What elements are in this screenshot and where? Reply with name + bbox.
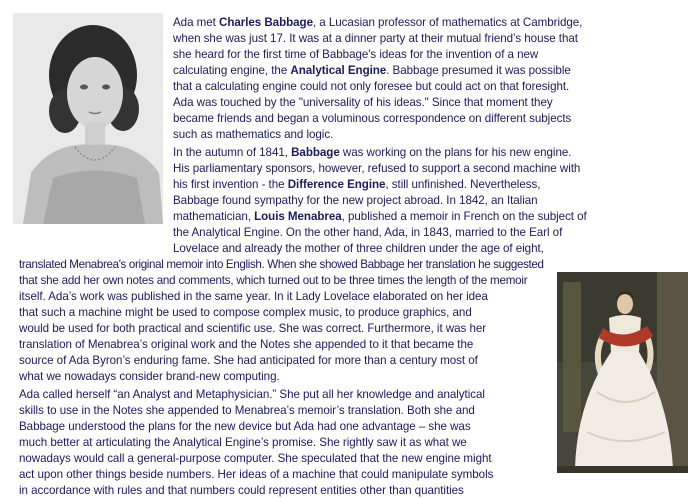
text-line [19,273,527,289]
text-segment: nowadays would call a general-purpose computer. She speculated that the new engine might [19,452,492,465]
text-segment: such as mathematics and logic. [173,128,334,141]
text-segment: that she add her own notes and comments, which turned out to be three times the length of the memoir [19,274,528,287]
text-segment: translation of Menabrea’s original work and the Notes she appended to it that became the [19,338,474,351]
text-segment: Lovelace and already the mother of three children under the age of eight, [173,242,544,255]
text-line [19,353,478,369]
text-segment: mathematician, [173,210,255,223]
text-segment: when she was just 17. It was at a dinner party at their mutual friend’s house that [173,32,578,45]
text-segment: in accordance with rules and that numbers could represent entities other than quantities [19,484,464,497]
text-line [19,435,467,451]
text-segment: what we nowadays consider brand-new computing. [19,370,280,383]
text-line [19,483,464,499]
text-segment: was working on the plans for his new engine. [339,146,572,159]
text-segment: , still unfinished. Nevertheless, [385,178,541,191]
text-line [173,161,580,177]
text-line [173,193,538,209]
text-segment: His parliamentary sponsors, however, refused to support a second machine with [173,162,581,175]
text-segment: that such a machine might be used to compose complex music, to produce graphics, and [19,306,472,319]
text-line [19,321,486,337]
text-line [173,63,571,79]
text-line [19,419,471,435]
text-line [19,387,485,403]
text-line [173,15,582,31]
text-segment: became friends and began a voluminous correspondence on different subjects [173,112,572,125]
text-line [19,451,492,467]
text-line [173,209,587,225]
text-line [173,127,333,143]
text-segment: Babbage understood the plans for the new device but Ada had one advantage – she was [19,420,471,433]
text-segment: she heard for the first time of Babbage's ideas for the invention of a new [173,48,539,61]
text-segment: itself. Ada’s work was published in the same year. In it Lady Lovelace elaborated on her idea [19,290,488,303]
text-segment: calculating engine, the [173,64,291,77]
text-line [19,337,473,353]
text-segment: source of Ada Byron’s enduring fame. She had anticipated for more than a century most of [19,354,478,367]
text-segment: translated Menabrea's original memoir into English. When she showed Babbage her translation he suggested [19,258,544,271]
text-line [173,79,569,95]
emphasized-term: Louis Menabrea [254,210,342,223]
text-line [173,225,562,241]
text-line [19,305,472,321]
text-line [19,369,280,385]
text-line [19,289,488,305]
text-line [173,47,538,63]
text-line [173,95,553,111]
text-segment: his first invention - the [173,178,288,191]
text-line [173,145,571,161]
text-segment: Babbage found sympathy for the new project abroad. In 1842, an Italian [173,194,538,207]
text-segment: act upon other things beside numbers. Her ideas of a machine that could manipulate symbols [19,468,494,481]
text-segment: would be used for both practical and scientific use. She was correct. Furthermore, it was her [19,322,487,335]
text-segment: skills to use in the Notes she appended to Menabrea’s memoir’s translation. Both she and [19,404,475,417]
text-line [173,31,578,47]
ada-portrait-photo [13,13,163,224]
text-line [19,403,475,419]
emphasized-term: Analytical Engine [290,64,387,77]
text-line [173,111,571,127]
text-segment: that a calculating engine could not only foresee but could act on that foresight. [173,80,570,93]
text-segment: In the autumn of 1841, [173,146,292,159]
text-segment: Ada met [173,16,219,29]
text-line [173,177,540,193]
text-segment: . Babbage presumed it was possible [386,64,571,77]
text-segment: , a Lucasian professor of mathematics at Cambridge, [312,16,583,29]
text-segment: much better at articulating the Analytical Engine’s promise. She rightly saw it as what we [19,436,467,449]
text-line [173,241,544,257]
emphasized-term: Charles Babbage [219,16,313,29]
emphasized-term: Difference Engine [287,178,386,191]
text-segment: Ada was touched by the "universality of his ideas." Since that moment they [173,96,553,109]
text-segment: the Analytical Engine. On the other hand, Ada, in 1843, married to the Earl of [173,226,563,239]
ada-painting-gown [557,272,688,473]
text-line [19,257,544,273]
text-line [19,467,493,483]
text-segment: Ada called herself “an Analyst and Metaphysician.” She put all her knowledge and analytical [19,388,485,401]
emphasized-term: Babbage [291,146,340,159]
text-segment: , published a memoir in French on the subject of [341,210,587,223]
